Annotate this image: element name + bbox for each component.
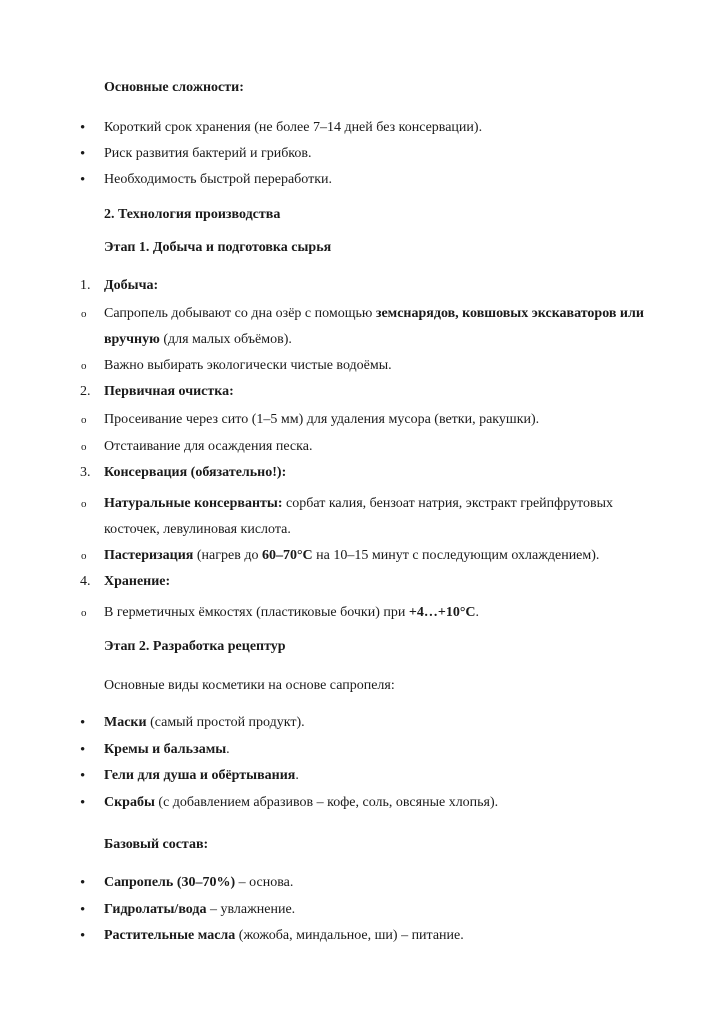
intro-text: Основные виды косметики на основе сапропеля: xyxy=(104,678,395,693)
list-item: Кремы и бальзамы. xyxy=(104,742,230,757)
list-item: Сапропель добывают со дна озёр с помощью земснарядов, ковшовых экскаваторов или xyxy=(104,306,644,321)
sub-bullet-marker: o xyxy=(81,414,87,426)
list-item: Необходимость быстрой переработки. xyxy=(104,172,333,187)
heading-stage-1: Этап 1. Добыча и подготовка сырья xyxy=(104,240,332,255)
list-item: Скрабы (с добавлением абразивов – кофе, соль, овсяные хлопья). xyxy=(104,795,499,810)
list-item: Просеивание через сито (1–5 мм) для удаления мусора (ветки, ракушки). xyxy=(104,412,540,427)
sub-bullet-marker: o xyxy=(81,550,87,562)
list-item: Пастеризация (нагрев до 60–70°C на 10–15 минут с последующим охлаждением). xyxy=(104,548,600,563)
bullet-marker: • xyxy=(80,742,86,758)
sub-bullet-marker: o xyxy=(81,441,87,453)
bullet-marker: • xyxy=(80,795,86,811)
sub-bullet-marker: o xyxy=(81,360,87,372)
list-item: Маски (самый простой продукт). xyxy=(104,715,305,730)
step-title: Добыча: xyxy=(104,278,159,293)
sub-bullet-marker: o xyxy=(81,607,87,619)
step-title: Консервация (обязательно!): xyxy=(104,465,287,480)
list-item-continuation: вручную (для малых объёмов). xyxy=(104,332,292,347)
bullet-marker: • xyxy=(80,146,86,162)
bullet-marker: • xyxy=(80,172,86,188)
sub-bullet-marker: o xyxy=(81,308,87,320)
sub-bullet-marker: o xyxy=(81,498,87,510)
list-item: Риск развития бактерий и грибков. xyxy=(104,146,312,161)
list-item: Короткий срок хранения (не более 7–14 дней без консервации). xyxy=(104,120,483,135)
bullet-marker: • xyxy=(80,768,86,784)
list-item: Сапропель (30–70%) – основа. xyxy=(104,875,294,890)
bullet-marker: • xyxy=(80,120,86,136)
heading-base: Базовый состав: xyxy=(104,837,209,852)
list-item: Гидролаты/вода – увлажнение. xyxy=(104,902,296,917)
bullet-marker: • xyxy=(80,928,86,944)
bullet-marker: • xyxy=(80,875,86,891)
list-item: Важно выбирать экологически чистые водоёмы. xyxy=(104,358,392,373)
list-item: Натуральные консерванты: сорбат калия, бензоат натрия, экстракт грейпфрутовых xyxy=(104,496,614,511)
bullet-marker: • xyxy=(80,902,86,918)
heading-difficulties: Основные сложности: xyxy=(104,80,244,95)
list-item: Гели для душа и обёртывания. xyxy=(104,768,299,783)
list-item: Растительные масла (жожоба, миндальное, ши) – питание. xyxy=(104,928,464,943)
step-number: 1. xyxy=(80,278,91,293)
list-item: В герметичных ёмкостях (пластиковые бочки) при +4…+10°C. xyxy=(104,605,480,620)
list-item-continuation: косточек, левулиновая кислота. xyxy=(104,522,291,537)
step-number: 3. xyxy=(80,465,91,480)
step-title: Первичная очистка: xyxy=(104,384,234,399)
step-number: 4. xyxy=(80,574,91,589)
heading-stage-2: Этап 2. Разработка рецептур xyxy=(104,639,286,654)
heading-technology: 2. Технология производства xyxy=(104,207,281,222)
bullet-marker: • xyxy=(80,715,86,731)
step-number: 2. xyxy=(80,384,91,399)
step-title: Хранение: xyxy=(104,574,171,589)
list-item: Отстаивание для осаждения песка. xyxy=(104,439,313,454)
